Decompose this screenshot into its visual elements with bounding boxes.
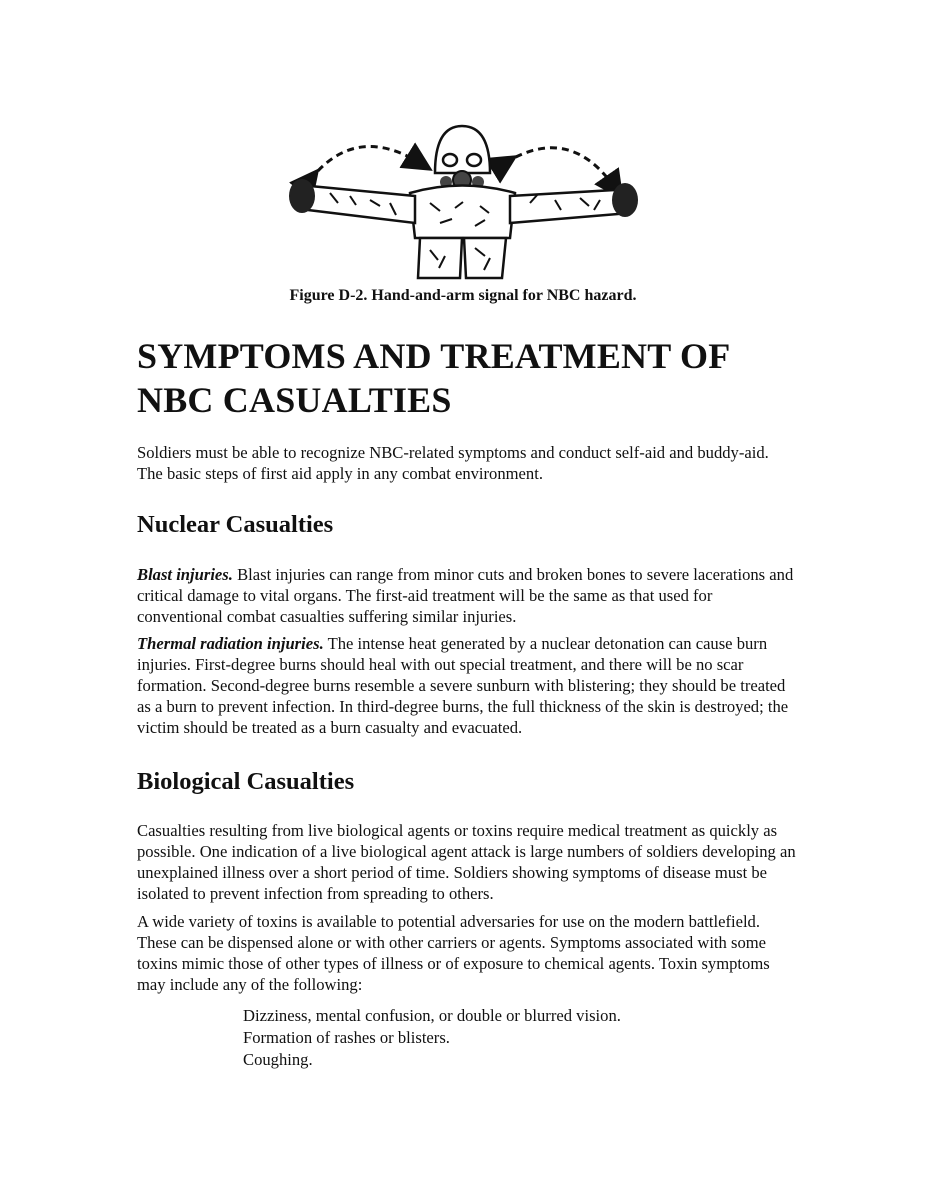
list-item: Coughing. xyxy=(243,1050,313,1069)
toxin-symptom-list xyxy=(243,1005,621,1071)
page-title xyxy=(137,334,837,422)
biological-paragraph-1: Casualties resulting from live biological agents or toxins require medical treatment as quickly as possible. One indication of a live biological agent attack is large numbers of soldiers developing an unexplained illness over a short period of time. Soldiers showing symptoms of disease must be isolated to prevent infection from spreading to others. xyxy=(137,821,796,903)
figure-caption: Figure D-2. Hand-and-arm signal for NBC hazard. xyxy=(289,287,637,304)
thermal-injuries-text: The intense heat generated by a nuclear detonation can cause burn injuries. First-degree burns should heal with out special treatment, and there will be no scar formation. Second-degree burns resemble a severe sunburn with blistering; they should be treated as a burn to prevent infection. In third-degree burns, the full thickness of the skin is destroyed; the victim should be treated as a burn casualty and evacuated. xyxy=(137,634,789,737)
title-line-1: SYMPTOMS AND TREATMENT OF xyxy=(137,336,731,376)
intro-paragraph: Soldiers must be able to recognize NBC-related symptoms and conduct self-aid and buddy-aid. The basic steps of first aid apply in any combat environment. xyxy=(137,443,769,483)
thermal-injuries-lead: Thermal radiation injuries. xyxy=(137,634,324,653)
biological-casualties-heading: Biological Casualties xyxy=(137,768,355,795)
nuclear-casualties-heading: Nuclear Casualties xyxy=(137,511,334,538)
title-line-2: NBC CASUALTIES xyxy=(137,380,452,420)
list-item: Dizziness, mental confusion, or double or blurred vision. xyxy=(243,1006,621,1025)
biological-paragraph-2: A wide variety of toxins is available to potential adversaries for use on the modern battlefield. These can be dispensed alone or with other carriers or agents. Symptoms associated with some toxins mimic those of other types of illness or of exposure to chemical agents. Toxin symptoms may include any of the following: xyxy=(137,912,770,994)
blast-injuries-paragraph xyxy=(137,564,797,627)
nbc-hazard-signal-illustration xyxy=(280,118,650,283)
list-item: Formation of rashes or blisters. xyxy=(243,1028,450,1047)
blast-injuries-text: Blast injuries can range from minor cuts and broken bones to severe lacerations and critical damage to vital organs. The first-aid treatment will be the same as that used for conventional combat casualties suffering similar injuries. xyxy=(137,565,794,626)
thermal-injuries-paragraph xyxy=(137,633,797,738)
blast-injuries-lead: Blast injuries. xyxy=(137,565,233,584)
